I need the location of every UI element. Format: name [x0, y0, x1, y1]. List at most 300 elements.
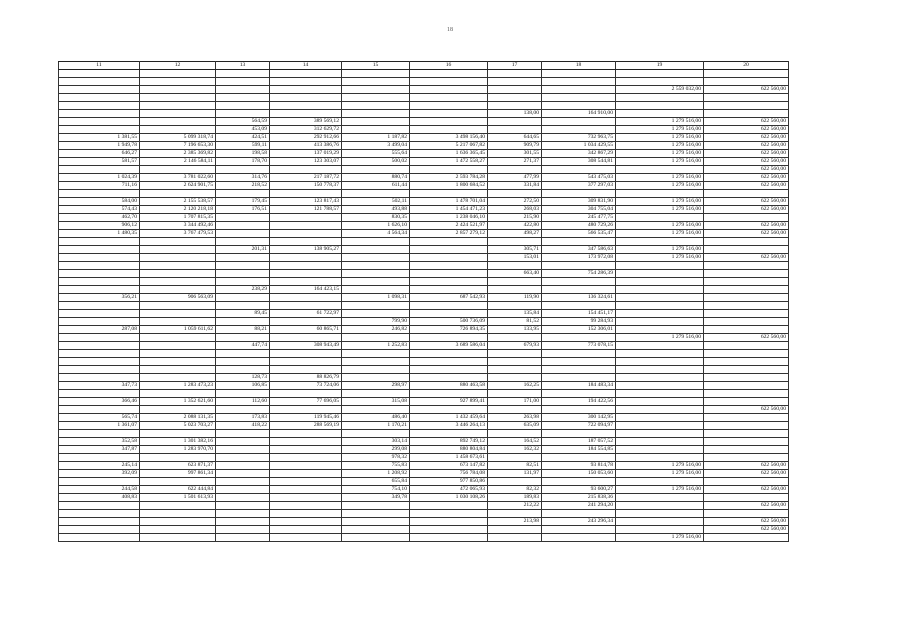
table-row [59, 318, 789, 326]
table-cell [270, 366, 342, 374]
table-cell: 3 689 586,04 [410, 342, 488, 350]
table-row [59, 110, 789, 118]
table-cell [542, 350, 616, 358]
table-cell [704, 534, 789, 542]
table-cell [410, 246, 488, 254]
table-cell [342, 302, 410, 310]
table-cell [270, 238, 342, 246]
table-cell [270, 454, 342, 462]
column-header: 15 [342, 62, 410, 70]
table-cell [59, 238, 140, 246]
table-row [59, 518, 789, 526]
table-cell: 3 446 264,13 [410, 422, 488, 430]
table-cell: 1 707 815,35 [140, 214, 216, 222]
table-cell [270, 462, 342, 470]
table-cell: 880,74 [342, 174, 410, 182]
table-cell: 1 279 516,00 [616, 470, 704, 478]
table-cell [704, 422, 789, 430]
table-cell: 217 187,72 [270, 174, 342, 182]
table-cell: 173 972,08 [542, 254, 616, 262]
table-row [59, 230, 789, 238]
table-cell [410, 286, 488, 294]
table-cell [616, 302, 704, 310]
table-cell: 268,03 [488, 206, 542, 214]
table-cell: 555,64 [342, 150, 410, 158]
table-cell: 212,22 [488, 502, 542, 510]
table-cell [616, 446, 704, 454]
table-cell [410, 126, 488, 134]
table-cell [616, 398, 704, 406]
table-cell: 1 279 516,00 [616, 158, 704, 166]
table-cell [488, 350, 542, 358]
table-row [59, 358, 789, 366]
table-cell [410, 302, 488, 310]
table-cell [704, 190, 789, 198]
table-cell [410, 390, 488, 398]
table-cell: 194 422,56 [542, 398, 616, 406]
table-cell [488, 78, 542, 86]
table-cell [342, 534, 410, 542]
table-cell [342, 334, 410, 342]
table-cell [140, 510, 216, 518]
table-cell [216, 166, 270, 174]
table-cell [616, 294, 704, 302]
table-cell [616, 310, 704, 318]
table-cell [342, 262, 410, 270]
table-cell [616, 262, 704, 270]
page-number: 18 [447, 27, 453, 33]
table-cell: 1 381,55 [59, 134, 140, 142]
table-cell: 622 560,00 [704, 230, 789, 238]
table-cell [342, 350, 410, 358]
table-row [59, 166, 789, 174]
table-cell: 164 910,00 [542, 110, 616, 118]
table-cell [216, 214, 270, 222]
table-cell [216, 366, 270, 374]
table-cell [488, 358, 542, 366]
table-cell: 93 814,78 [542, 462, 616, 470]
table-cell: 622 560,00 [704, 118, 789, 126]
table-cell [342, 86, 410, 94]
table-cell [270, 534, 342, 542]
table-cell [216, 510, 270, 518]
table-cell: 173,83 [216, 414, 270, 422]
table-row [59, 86, 789, 94]
table-cell [342, 430, 410, 438]
table-cell [342, 366, 410, 374]
table-cell [216, 278, 270, 286]
table-cell: 1 352 621,60 [140, 398, 216, 406]
table-cell [270, 406, 342, 414]
table-cell: 1 283 473,23 [140, 382, 216, 390]
table-cell [59, 366, 140, 374]
table-cell [140, 358, 216, 366]
table-cell [270, 446, 342, 454]
table-cell [342, 190, 410, 198]
table-row [59, 494, 789, 502]
table-cell [59, 510, 140, 518]
table-row [59, 350, 789, 358]
table-cell [616, 454, 704, 462]
table-row [59, 270, 789, 278]
table-cell: 106,85 [216, 382, 270, 390]
table-cell: 2 088 131,35 [140, 414, 216, 422]
table-row [59, 182, 789, 190]
data-table-container [58, 61, 789, 542]
table-cell [270, 478, 342, 486]
table-cell [704, 510, 789, 518]
table-row [59, 206, 789, 214]
table-cell [542, 366, 616, 374]
table-row [59, 446, 789, 454]
table-cell [216, 230, 270, 238]
table-cell: 1 626,10 [342, 222, 410, 230]
table-cell [542, 166, 616, 174]
table-cell [542, 534, 616, 542]
table-cell: 162,32 [488, 446, 542, 454]
table-cell [542, 406, 616, 414]
table-cell: 622 560,00 [704, 134, 789, 142]
table-cell [140, 406, 216, 414]
table-cell: 3 767 479,53 [140, 230, 216, 238]
table-cell [410, 278, 488, 286]
table-cell: 356,21 [59, 294, 140, 302]
table-cell [140, 166, 216, 174]
table-cell [488, 406, 542, 414]
table-cell [270, 494, 342, 502]
table-cell [704, 270, 789, 278]
table-row [59, 278, 789, 286]
table-cell [342, 526, 410, 534]
table-cell [488, 190, 542, 198]
table-cell [216, 238, 270, 246]
table-row [59, 430, 789, 438]
table-cell: 171,00 [488, 398, 542, 406]
table-cell [59, 94, 140, 102]
table-cell: 315,08 [342, 398, 410, 406]
table-cell [342, 126, 410, 134]
table-cell [542, 78, 616, 86]
table-cell [140, 318, 216, 326]
table-cell: 909,79 [488, 142, 542, 150]
table-cell [59, 270, 140, 278]
table-cell [140, 254, 216, 262]
table-cell: 1 480,35 [59, 230, 140, 238]
table-cell [140, 190, 216, 198]
table-cell [270, 230, 342, 238]
table-cell [542, 390, 616, 398]
table-row [59, 374, 789, 382]
table-cell: 243 296,34 [542, 518, 616, 526]
column-header: 16 [410, 62, 488, 70]
table-cell [704, 414, 789, 422]
table-cell [488, 534, 542, 542]
table-cell [216, 254, 270, 262]
table-cell [216, 502, 270, 510]
table-cell [410, 526, 488, 534]
table-cell [216, 94, 270, 102]
table-cell [216, 526, 270, 534]
table-cell: 1 279 516,00 [616, 254, 704, 262]
table-row [59, 406, 789, 414]
table-cell [342, 102, 410, 110]
table-cell: 303,14 [342, 438, 410, 446]
table-cell: 246,82 [342, 326, 410, 334]
table-row [59, 414, 789, 422]
table-cell: 153,01 [488, 254, 542, 262]
table-cell [140, 238, 216, 246]
table-cell [704, 102, 789, 110]
table-cell: 308 943,49 [270, 342, 342, 350]
table-cell: 1 279 516,00 [616, 182, 704, 190]
table-cell: 622 444,84 [140, 486, 216, 494]
table-cell: 61 722,97 [270, 310, 342, 318]
table-cell: 622 560,00 [704, 150, 789, 158]
table-cell [216, 294, 270, 302]
table-cell: 623 871,37 [140, 462, 216, 470]
table-cell [488, 390, 542, 398]
table-cell [140, 102, 216, 110]
table-row [59, 422, 789, 430]
table-cell: 164,52 [488, 438, 542, 446]
table-cell: 711,16 [59, 182, 140, 190]
table-cell: 176,51 [216, 206, 270, 214]
table-cell: 755,83 [342, 462, 410, 470]
table-cell [542, 286, 616, 294]
table-cell [616, 318, 704, 326]
table-cell [704, 478, 789, 486]
table-row [59, 334, 789, 342]
table-cell [270, 438, 342, 446]
table-cell: 352,58 [59, 438, 140, 446]
table-cell [410, 78, 488, 86]
table-cell [704, 310, 789, 318]
table-cell [410, 70, 488, 78]
table-cell [140, 246, 216, 254]
table-cell: 137 019,29 [270, 150, 342, 158]
table-cell [140, 70, 216, 78]
table-cell: 1 279 516,00 [616, 198, 704, 206]
table-cell: 300 142,95 [542, 414, 616, 422]
table-cell [216, 190, 270, 198]
table-cell: 136 324,61 [542, 294, 616, 302]
table-cell [59, 166, 140, 174]
table-cell [616, 366, 704, 374]
table-cell [410, 254, 488, 262]
table-cell: 773 078,15 [542, 342, 616, 350]
table-cell [216, 454, 270, 462]
table-row [59, 454, 789, 462]
table-cell: 213,98 [488, 518, 542, 526]
table-cell [216, 486, 270, 494]
table-cell: 93 600,27 [542, 486, 616, 494]
table-cell: 184 554,85 [542, 446, 616, 454]
table-cell [216, 494, 270, 502]
table-cell [59, 518, 140, 526]
table-cell [59, 302, 140, 310]
table-cell [342, 166, 410, 174]
table-cell: 347 586,63 [542, 246, 616, 254]
table-cell: 150 778,37 [270, 182, 342, 190]
table-cell [616, 494, 704, 502]
table-cell [342, 118, 410, 126]
table-cell: 622 560,00 [704, 158, 789, 166]
table-cell: 663,40 [488, 270, 542, 278]
table-cell [704, 358, 789, 366]
table-cell: 655,84 [342, 478, 410, 486]
table-cell: 347,87 [59, 446, 140, 454]
table-cell [488, 278, 542, 286]
column-header: 17 [488, 62, 542, 70]
table-row [59, 262, 789, 270]
table-cell: 189,83 [488, 494, 542, 502]
table-cell: 413 386,76 [270, 142, 342, 150]
table-cell: 422,80 [488, 222, 542, 230]
table-cell: 880 463,58 [410, 382, 488, 390]
table-cell: 3 498 156,40 [410, 134, 488, 142]
table-cell [342, 238, 410, 246]
table-cell [59, 102, 140, 110]
table-cell: 82,32 [488, 486, 542, 494]
table-cell: 1 432 459,64 [410, 414, 488, 422]
table-cell [488, 510, 542, 518]
table-cell: 2 146 584,11 [140, 158, 216, 166]
table-cell [342, 510, 410, 518]
table-cell [616, 518, 704, 526]
table-cell: 3 781 022,60 [140, 174, 216, 182]
table-cell [140, 478, 216, 486]
table-cell [542, 70, 616, 78]
table-cell: 447,74 [216, 342, 270, 350]
table-cell: 245,14 [59, 462, 140, 470]
table-cell [216, 470, 270, 478]
table-cell [59, 318, 140, 326]
table-cell [542, 526, 616, 534]
table-cell [704, 110, 789, 118]
table-cell [216, 438, 270, 446]
table-cell: 3 344 492,46 [140, 222, 216, 230]
table-cell [140, 86, 216, 94]
table-cell [342, 78, 410, 86]
table-cell: 1 279 516,00 [616, 486, 704, 494]
table-cell: 732 963,75 [542, 134, 616, 142]
table-cell: 480 729,26 [542, 222, 616, 230]
table-cell: 1 472 558,27 [410, 158, 488, 166]
table-cell [140, 534, 216, 542]
table-cell: 135,84 [488, 310, 542, 318]
table-cell [616, 286, 704, 294]
table-row [59, 174, 789, 182]
table-cell [140, 78, 216, 86]
table-row [59, 214, 789, 222]
table-cell: 424,51 [216, 134, 270, 142]
table-row [59, 398, 789, 406]
table-cell: 622 560,00 [704, 470, 789, 478]
table-cell [216, 430, 270, 438]
table-cell: 1 208,92 [342, 470, 410, 478]
table-cell: 1 279 516,00 [616, 246, 704, 254]
column-header: 12 [140, 62, 216, 70]
column-header: 14 [270, 62, 342, 70]
table-row [59, 510, 789, 518]
table-cell: 644,65 [488, 134, 542, 142]
table-cell: 622 560,00 [704, 526, 789, 534]
table-cell: 564,59 [216, 118, 270, 126]
table-cell: 133,95 [488, 326, 542, 334]
table-cell [704, 350, 789, 358]
table-cell: 622 560,00 [704, 462, 789, 470]
table-cell [616, 510, 704, 518]
table-cell: 314,76 [216, 174, 270, 182]
table-row [59, 470, 789, 478]
table-cell [410, 270, 488, 278]
table-cell [410, 118, 488, 126]
table-cell: 622 560,00 [704, 166, 789, 174]
table-cell: 906,12 [59, 222, 140, 230]
table-cell [216, 518, 270, 526]
table-cell: 1 361,07 [59, 422, 140, 430]
table-cell [140, 526, 216, 534]
table-cell [542, 262, 616, 270]
table-cell [270, 334, 342, 342]
table-cell [216, 358, 270, 366]
table-cell: 366,46 [59, 398, 140, 406]
table-cell [140, 374, 216, 382]
table-cell [704, 70, 789, 78]
table-cell: 622 560,00 [704, 126, 789, 134]
table-cell [140, 302, 216, 310]
table-cell: 138,00 [488, 110, 542, 118]
table-cell [704, 438, 789, 446]
table-cell [216, 462, 270, 470]
table-cell: 244,58 [59, 486, 140, 494]
table-cell [342, 310, 410, 318]
table-cell [216, 478, 270, 486]
table-cell [342, 358, 410, 366]
table-cell: 305,71 [488, 246, 542, 254]
table-cell [542, 430, 616, 438]
table-cell: 3 499,04 [342, 142, 410, 150]
table-cell: 1 238 046,10 [410, 214, 488, 222]
table-cell: 162,25 [488, 382, 542, 390]
table-cell: 1 279 516,00 [616, 126, 704, 134]
table-cell [488, 286, 542, 294]
table-cell: 4 564,34 [342, 230, 410, 238]
table-cell [704, 446, 789, 454]
table-cell: 150 053,60 [542, 470, 616, 478]
table-cell [616, 422, 704, 430]
table-cell: 88 826,79 [270, 374, 342, 382]
table-cell [270, 502, 342, 510]
table-cell: 892 749,12 [410, 438, 488, 446]
table-row [59, 222, 789, 230]
table-row [59, 438, 789, 446]
table-cell [616, 78, 704, 86]
table-cell [342, 70, 410, 78]
table-cell [342, 518, 410, 526]
table-cell [410, 166, 488, 174]
table-row [59, 486, 789, 494]
table-cell: 830,35 [342, 214, 410, 222]
table-cell: 486,40 [342, 414, 410, 422]
table-cell: 299,08 [342, 446, 410, 454]
table-cell [140, 518, 216, 526]
table-cell: 1 283 970,70 [140, 446, 216, 454]
table-cell: 178,70 [216, 158, 270, 166]
table-cell: 574,43 [59, 206, 140, 214]
table-cell: 622 560,00 [704, 174, 789, 182]
table-cell [488, 94, 542, 102]
